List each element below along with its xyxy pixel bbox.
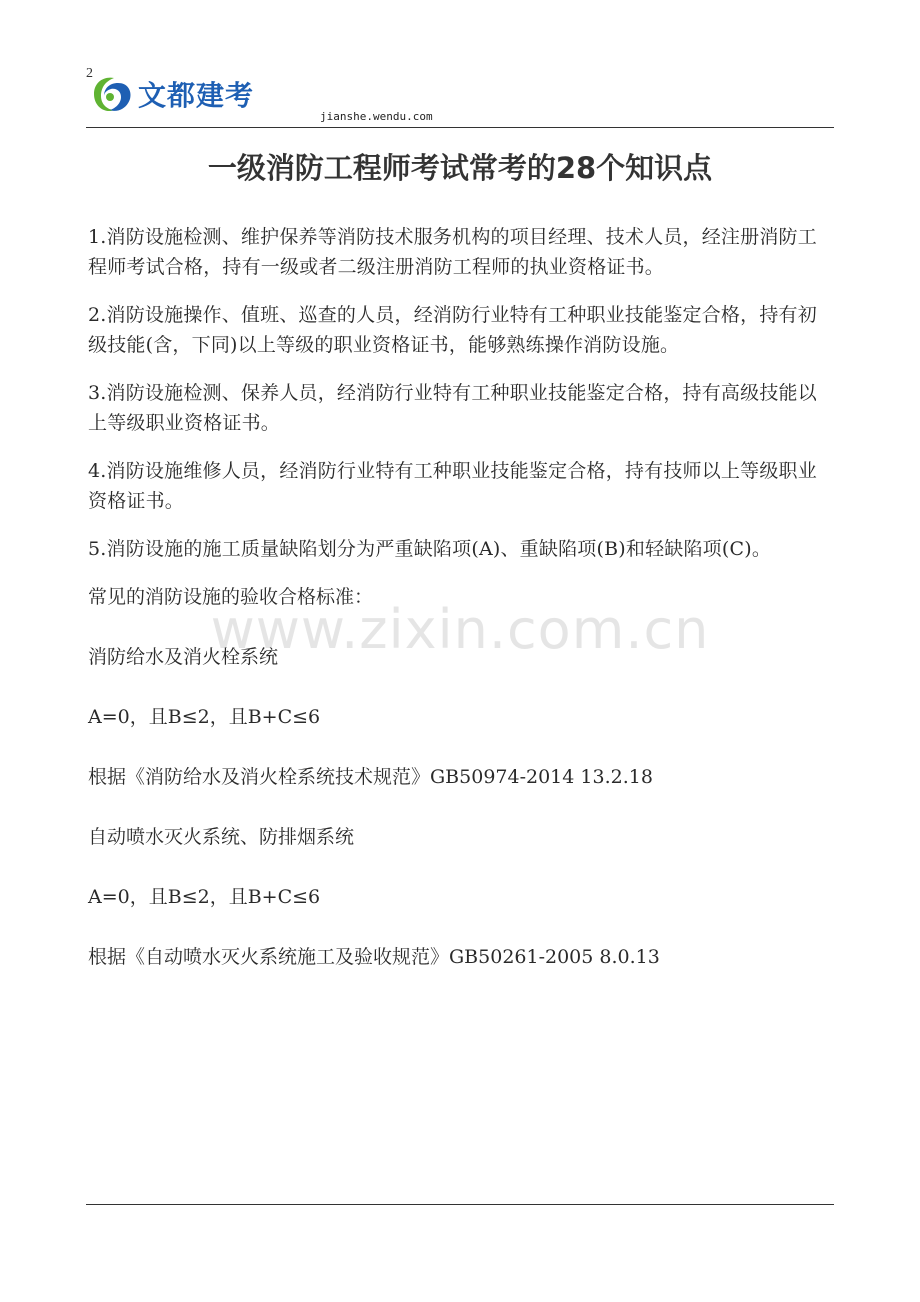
reference-hydrant: 根据《消防给水及消火栓系统技术规范》GB50974-2014 13.2.18 (88, 766, 653, 788)
paragraph-4: 4.消防设施维修人员，经消防行业特有工种职业技能鉴定合格，持有技师以上等级职业资格证书。 (88, 460, 817, 512)
footer-divider (86, 1204, 834, 1205)
document-body (88, 222, 834, 1002)
paragraph-5: 5.消防设施的施工质量缺陷划分为严重缺陷项(A)、重缺陷项(B)和轻缺陷项(C)。 (88, 538, 772, 560)
criteria-sprinkler: A=0，且B≤2，且B+C≤6 (88, 886, 321, 908)
logo-wordmark: 文都建考 (138, 79, 255, 112)
system-name-sprinkler: 自动喷水灭火系统、防排烟系统 (88, 826, 355, 848)
paragraph-2: 2.消防设施操作、值班、巡查的人员，经消防行业特有工种职业技能鉴定合格，持有初级技能(含，下同)以上等级的职业资格证书，能够熟练操作消防设施。 (88, 304, 817, 356)
watermark: www.zixin.com.cn (210, 598, 710, 661)
header-divider (86, 127, 834, 128)
page-number: 2 (86, 66, 93, 81)
criteria-hydrant: A=0，且B≤2，且B+C≤6 (88, 706, 321, 728)
acceptance-heading: 常见的消防设施的验收合格标准： (88, 586, 374, 608)
page-header (86, 64, 834, 128)
paragraph-1: 1.消防设施检测、维护保养等消防技术服务机构的项目经理、技术人员，经注册消防工程师考试合格，持有一级或者二级注册消防工程师的执业资格证书。 (88, 226, 817, 278)
reference-sprinkler: 根据《自动喷水灭火系统施工及验收规范》GB50261-2005 8.0.13 (88, 946, 660, 968)
wendu-logo-icon (88, 72, 134, 118)
document-title: 一级消防工程师考试常考的28个知识点 (207, 151, 713, 185)
system-name-hydrant: 消防给水及消火栓系统 (88, 646, 279, 668)
site-url[interactable]: jianshe.wendu.com (320, 110, 433, 123)
paragraph-3: 3.消防设施检测、保养人员，经消防行业特有工种职业技能鉴定合格，持有高级技能以上等级职业资格证书。 (88, 382, 817, 434)
